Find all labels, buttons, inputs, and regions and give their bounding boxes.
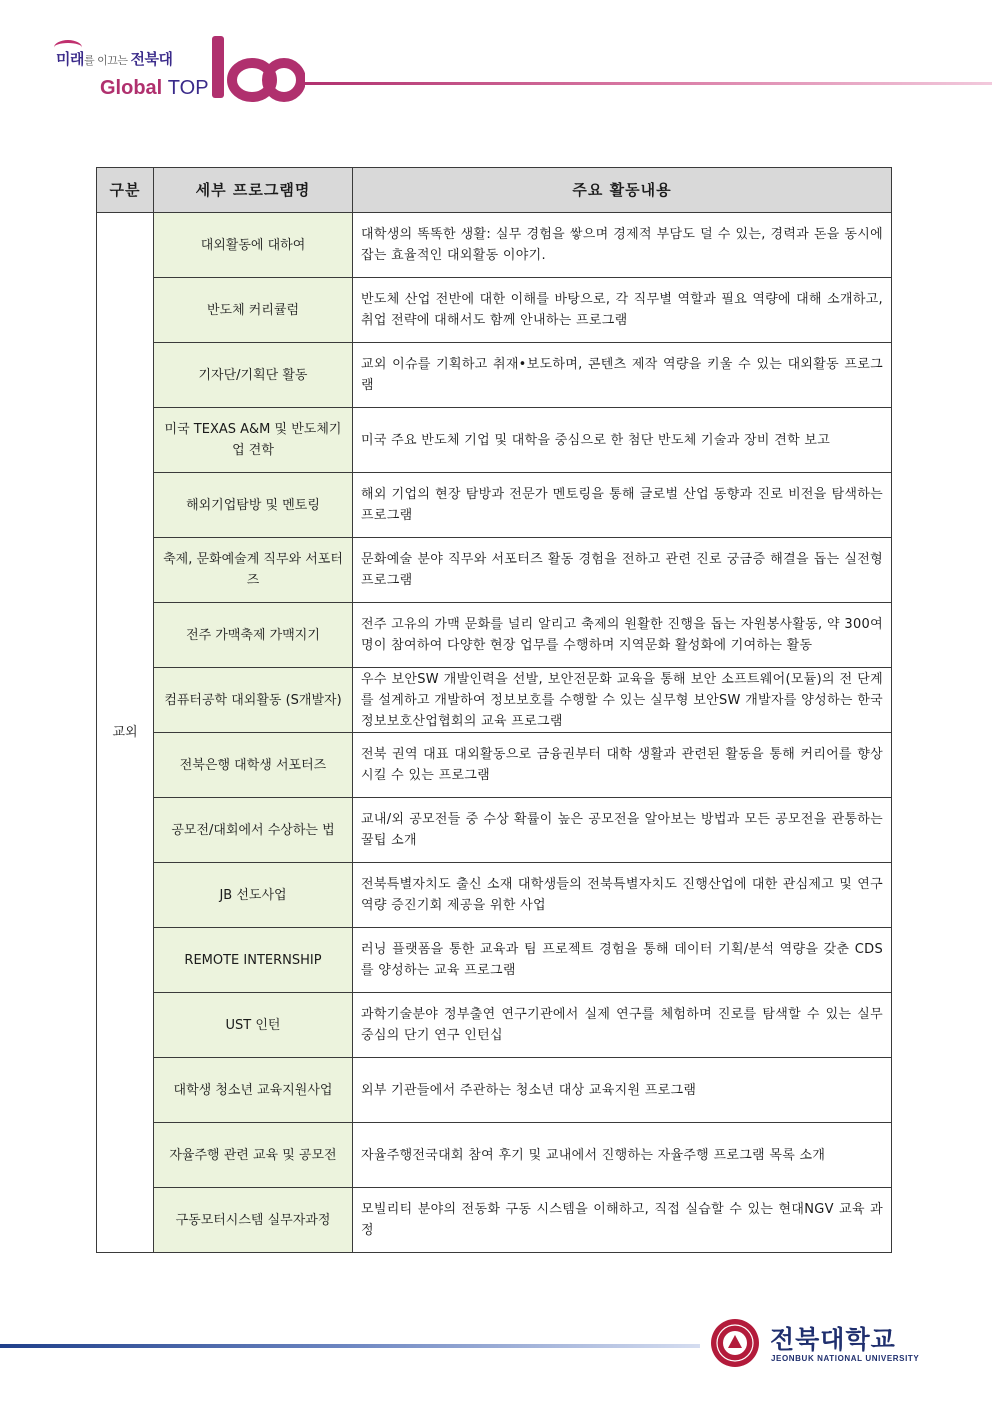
col-header-program: 세부 프로그램명 bbox=[154, 168, 353, 213]
university-seal-icon bbox=[710, 1318, 760, 1368]
table-row bbox=[97, 1123, 892, 1188]
header-slogan bbox=[56, 48, 172, 69]
top-word: TOP bbox=[167, 77, 209, 99]
table-row bbox=[97, 668, 892, 733]
program-name-cell: 전북은행 대학생 서포터즈 bbox=[154, 733, 353, 798]
activity-description-cell: 전북특별자치도 출신 소재 대학생들의 전북특별자치도 진행산업에 대한 관심제고 및 연구역량 증진기회 제공을 위한 사업 bbox=[353, 863, 892, 928]
activity-description-cell: 모빌리티 분야의 전동화 구동 시스템을 이해하고, 직접 실습할 수 있는 현대NGV 교육 과정 bbox=[353, 1188, 892, 1253]
slogan-university: 전북대 bbox=[130, 50, 173, 68]
col-header-category: 구분 bbox=[97, 168, 154, 213]
table-row bbox=[97, 1058, 892, 1123]
university-name-korean: 전북대학교 bbox=[770, 1325, 896, 1354]
program-name-cell: 기자단/기획단 활동 bbox=[154, 343, 353, 408]
activity-description-cell: 전주 고유의 가맥 문화를 널리 알리고 축제의 원활한 진행을 돕는 자원봉사활동, 약 300여 명이 참여하여 다양한 현장 업무를 수행하며 지역문화 활성화에 기여하는 활동 bbox=[353, 603, 892, 668]
program-table bbox=[96, 167, 892, 1253]
program-name-cell: 해외기업탐방 및 멘토링 bbox=[154, 473, 353, 538]
table-row bbox=[97, 473, 892, 538]
table-row bbox=[97, 733, 892, 798]
activity-description-cell: 문화예술 분야 직무와 서포터즈 활동 경험을 전하고 관련 진로 궁금증 해결을 돕는 실전형 프로그램 bbox=[353, 538, 892, 603]
logo-100-mark bbox=[210, 32, 305, 102]
table-body bbox=[97, 213, 892, 1253]
activity-description-cell: 교내/외 공모전들 중 수상 확률이 높은 공모전을 알아보는 방법과 모든 공모전을 관통하는 꿀팁 소개 bbox=[353, 798, 892, 863]
activity-description-cell: 대학생의 똑똑한 생활: 실무 경험을 쌓으며 경제적 부담도 덜 수 있는, 경력과 돈을 동시에 잡는 효율적인 대외활동 이야기. bbox=[353, 213, 892, 278]
table-row bbox=[97, 1188, 892, 1253]
program-name-cell: JB 선도사업 bbox=[154, 863, 353, 928]
table-row bbox=[97, 798, 892, 863]
program-name-cell: 대외활동에 대하여 bbox=[154, 213, 353, 278]
university-name-english: JEONBUK NATIONAL UNIVERSITY bbox=[771, 1354, 920, 1363]
program-name-cell: 컴퓨터공학 대외활동 (S개발자) bbox=[154, 668, 353, 733]
table-row bbox=[97, 278, 892, 343]
program-name-cell: 공모전/대회에서 수상하는 법 bbox=[154, 798, 353, 863]
program-name-cell: REMOTE INTERNSHIP bbox=[154, 928, 353, 993]
global-word: Global bbox=[100, 77, 163, 99]
activity-description-cell: 해외 기업의 현장 탐방과 전문가 멘토링을 통해 글로벌 산업 동향과 진로 비전을 탐색하는 프로그램 bbox=[353, 473, 892, 538]
activity-description-cell: 교외 이슈를 기획하고 취재•보도하며, 콘텐츠 제작 역량을 키울 수 있는 대외활동 프로그램 bbox=[353, 343, 892, 408]
activity-description-cell: 자율주행전국대회 참여 후기 및 교내에서 진행하는 자율주행 프로그램 목록 소개 bbox=[353, 1123, 892, 1188]
slogan-future: 미래 bbox=[56, 50, 84, 68]
program-name-cell: 미국 TEXAS A&M 및 반도체기업 견학 bbox=[154, 408, 353, 473]
table-header-row bbox=[97, 168, 892, 213]
table-row bbox=[97, 603, 892, 668]
footer-divider bbox=[0, 1344, 700, 1348]
activity-description-cell: 전북 권역 대표 대외활동으로 금융권부터 대학 생활과 관련된 활동을 통해 커리어를 향상시킬 수 있는 프로그램 bbox=[353, 733, 892, 798]
activity-description-cell: 러닝 플랫폼을 통한 교육과 팀 프로젝트 경험을 통해 데이터 기획/분석 역량을 갖춘 CDS를 양성하는 교육 프로그램 bbox=[353, 928, 892, 993]
table-row bbox=[97, 213, 892, 278]
table-row bbox=[97, 993, 892, 1058]
table-row bbox=[97, 928, 892, 993]
header-divider bbox=[300, 82, 992, 85]
activity-description-cell: 외부 기관들에서 주관하는 청소년 대상 교육지원 프로그램 bbox=[353, 1058, 892, 1123]
program-name-cell: 반도체 커리큘럼 bbox=[154, 278, 353, 343]
program-name-cell: 자율주행 관련 교육 및 공모전 bbox=[154, 1123, 353, 1188]
activity-description-cell: 우수 보안SW 개발인력을 선발, 보안전문화 교육을 통해 보안 소프트웨어(모듈)의 전 단계를 설계하고 개발하여 정보보호를 수행할 수 있는 실무형 보안SW 개발자를 양성하는 한국정보보호산업협회의 교육 프로그램 bbox=[353, 668, 892, 733]
table-row bbox=[97, 343, 892, 408]
program-name-cell: 대학생 청소년 교육지원사업 bbox=[154, 1058, 353, 1123]
category-cell: 교외 bbox=[97, 213, 154, 1253]
slogan-middle: 를 이끄는 bbox=[83, 54, 131, 67]
program-name-cell: 축제, 문화예술계 직무와 서포터즈 bbox=[154, 538, 353, 603]
col-header-activity: 주요 활동내용 bbox=[353, 168, 892, 213]
activity-description-cell: 과학기술분야 정부출연 연구기관에서 실제 연구를 체험하며 진로를 탐색할 수 있는 실무 중심의 단기 연구 인턴십 bbox=[353, 993, 892, 1058]
activity-description-cell: 미국 주요 반도체 기업 및 대학을 중심으로 한 첨단 반도체 기술과 장비 견학 보고 bbox=[353, 408, 892, 473]
program-name-cell: 전주 가맥축제 가맥지기 bbox=[154, 603, 353, 668]
program-name-cell: UST 인턴 bbox=[154, 993, 353, 1058]
header-global-top bbox=[100, 77, 209, 100]
program-name-cell: 구동모터시스템 실무자과정 bbox=[154, 1188, 353, 1253]
table-row bbox=[97, 538, 892, 603]
table-row bbox=[97, 408, 892, 473]
page-header bbox=[0, 0, 992, 110]
table-row bbox=[97, 863, 892, 928]
activity-description-cell: 반도체 산업 전반에 대한 이해를 바탕으로, 각 직무별 역할과 필요 역량에 대해 소개하고, 취업 전략에 대해서도 함께 안내하는 프로그램 bbox=[353, 278, 892, 343]
